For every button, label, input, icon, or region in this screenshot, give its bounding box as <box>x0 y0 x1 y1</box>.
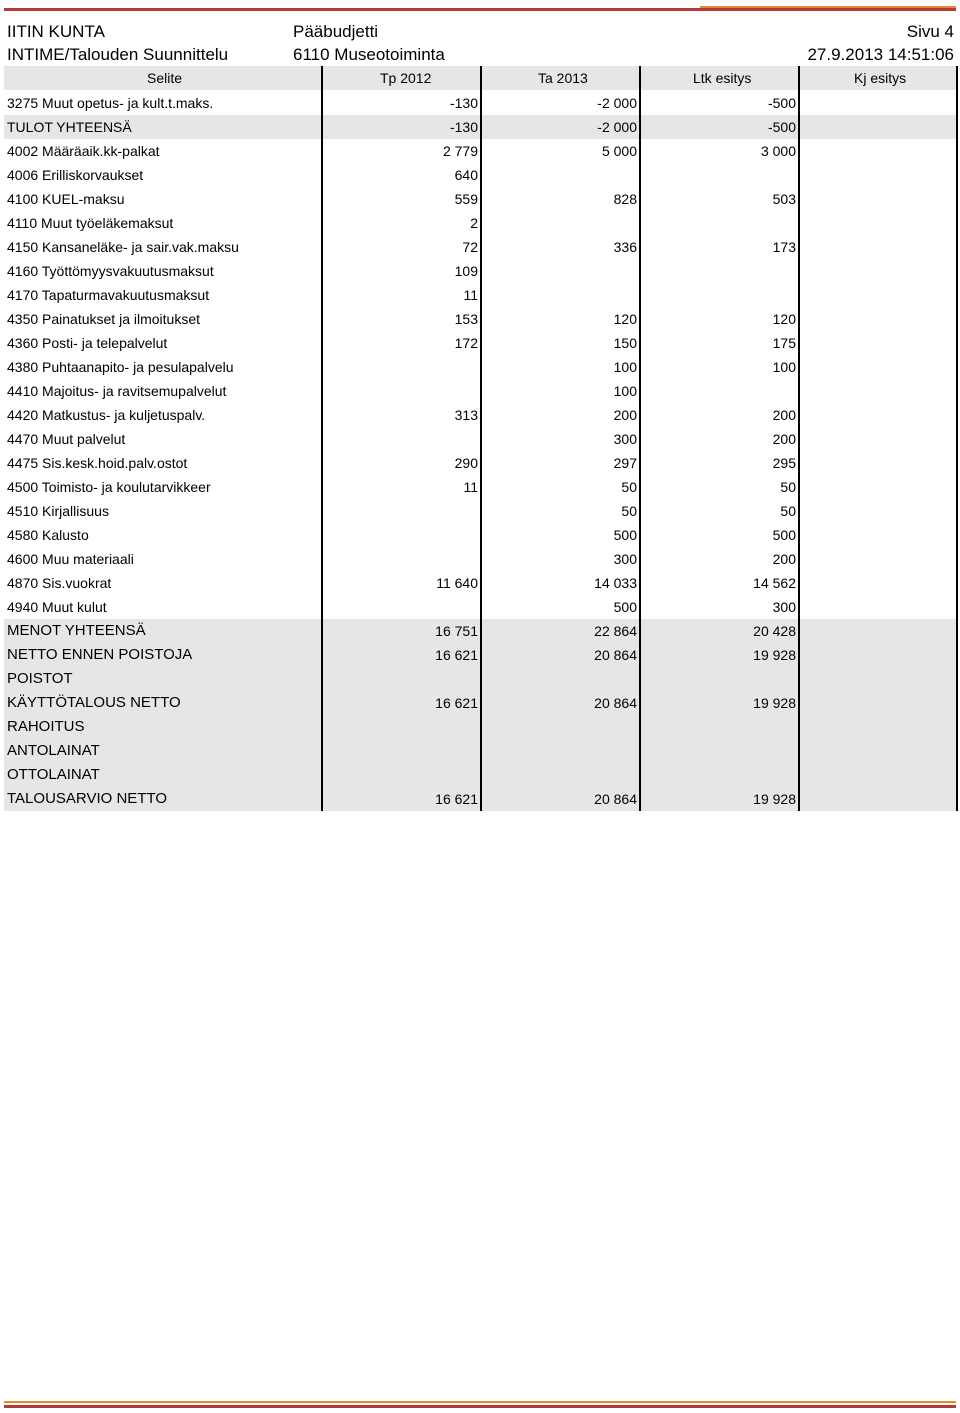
row-label: 4475 Sis.kesk.hoid.palv.ostot <box>7 455 188 471</box>
row-label: 3275 Muut opetus- ja kult.t.maks. <box>7 95 214 111</box>
column-header-tp: Tp 2012 <box>380 70 432 86</box>
ltk-esitys-value: 19 928 <box>753 647 796 663</box>
ltk-esitys-value: 503 <box>772 191 796 207</box>
row-label: POISTOT <box>7 670 73 687</box>
row-label: 4470 Muut palvelut <box>7 431 126 447</box>
row-label: MENOT YHTEENSÄ <box>7 622 146 639</box>
column-divider <box>798 66 800 811</box>
org-name: IITIN KUNTA <box>7 22 105 41</box>
ltk-esitys-value: 200 <box>772 431 796 447</box>
ta-2013-value: 300 <box>613 431 637 447</box>
tp-2012-value: -130 <box>449 95 478 111</box>
tp-2012-value: 16 751 <box>435 623 478 639</box>
ta-2013-value: 20 864 <box>594 695 637 711</box>
unit-name: 6110 Museotoiminta <box>293 45 445 64</box>
ltk-esitys-value: -500 <box>767 95 796 111</box>
tp-2012-value: 16 621 <box>435 647 478 663</box>
bottom-accent-rule <box>4 1401 956 1403</box>
column-header-ta: Ta 2013 <box>538 70 588 86</box>
row-label: 4150 Kansaneläke- ja sair.vak.maksu <box>7 239 239 255</box>
tp-2012-value: 72 <box>462 239 478 255</box>
ta-2013-value: 500 <box>613 527 637 543</box>
row-label: 4170 Tapaturmavakuutusmaksut <box>7 287 210 303</box>
tp-2012-value: 290 <box>454 455 478 471</box>
ltk-esitys-value: 500 <box>772 527 796 543</box>
tp-2012-value: 109 <box>454 263 478 279</box>
row-label: OTTOLAINAT <box>7 766 100 783</box>
row-label: 4580 Kalusto <box>7 527 89 543</box>
tp-2012-value: 559 <box>454 191 478 207</box>
top-rule <box>4 8 956 11</box>
ta-2013-value: 22 864 <box>594 623 637 639</box>
ta-2013-value: 20 864 <box>594 791 637 807</box>
tp-2012-value: 313 <box>454 407 478 423</box>
tp-2012-value: 172 <box>454 335 478 351</box>
column-header-selite: Selite <box>147 70 183 86</box>
bottom-rule <box>4 1405 956 1408</box>
report-title: Pääbudjetti <box>293 22 379 41</box>
ta-2013-value: 336 <box>613 239 637 255</box>
ta-2013-value: 300 <box>613 551 637 567</box>
ta-2013-value: 150 <box>613 335 637 351</box>
ta-2013-value: 500 <box>613 599 637 615</box>
row-label: 4160 Työttömyysvakuutusmaksut <box>7 263 214 279</box>
print-datetime: 27.9.2013 14:51:06 <box>807 45 954 64</box>
row-label: 4110 Muut työeläkemaksut <box>7 215 174 231</box>
tp-2012-value: 16 621 <box>435 695 478 711</box>
row-label: 4380 Puhtaanapito- ja pesulapalvelu <box>7 359 234 375</box>
ta-2013-value: 14 033 <box>594 575 637 591</box>
tp-2012-value: 11 640 <box>436 575 478 591</box>
row-label: 4410 Majoitus- ja ravitsemupalvelut <box>7 383 227 399</box>
ltk-esitys-value: 19 928 <box>753 695 796 711</box>
row-label: 4360 Posti- ja telepalvelut <box>7 335 168 351</box>
ta-2013-value: 200 <box>613 407 637 423</box>
tp-2012-value: 2 <box>470 215 478 231</box>
row-label: 4100 KUEL-maksu <box>7 191 125 207</box>
row-label: NETTO ENNEN POISTOJA <box>7 646 193 663</box>
tp-2012-value: 16 621 <box>435 791 478 807</box>
row-label: 4002 Määräaik.kk-palkat <box>7 143 160 159</box>
ta-2013-value: 100 <box>613 383 637 399</box>
row-label: 4350 Painatukset ja ilmoitukset <box>7 311 200 327</box>
ta-2013-value: 120 <box>613 311 637 327</box>
ltk-esitys-value: 120 <box>772 311 796 327</box>
ta-2013-value: 100 <box>613 359 637 375</box>
ltk-esitys-value: 295 <box>772 455 796 471</box>
row-label: TALOUSARVIO NETTO <box>7 790 168 807</box>
ta-2013-value: 20 864 <box>594 647 637 663</box>
ta-2013-value: 50 <box>621 503 637 519</box>
column-divider <box>639 66 641 811</box>
ltk-esitys-value: 3 000 <box>760 143 796 159</box>
ta-2013-value: 5 000 <box>601 143 637 159</box>
column-header-kj: Kj esitys <box>854 70 907 86</box>
ta-2013-value: 50 <box>621 479 637 495</box>
tp-2012-value: 2 779 <box>442 143 478 159</box>
ltk-esitys-value: 200 <box>772 407 796 423</box>
ltk-esitys-value: 50 <box>780 503 796 519</box>
ta-2013-value: -2 000 <box>597 95 637 111</box>
ltk-esitys-value: 20 428 <box>753 623 796 639</box>
column-divider <box>480 66 482 811</box>
row-label: 4940 Muut kulut <box>7 599 107 615</box>
ltk-esitys-value: 50 <box>780 479 796 495</box>
row-label: 4870 Sis.vuokrat <box>7 575 112 591</box>
row-label: 4420 Matkustus- ja kuljetuspalv. <box>7 407 206 423</box>
ltk-esitys-value: -500 <box>767 119 796 135</box>
row-label: ANTOLAINAT <box>7 742 100 759</box>
ltk-esitys-value: 175 <box>772 335 796 351</box>
tp-2012-value: -130 <box>449 119 478 135</box>
row-label: RAHOITUS <box>7 718 85 735</box>
ta-2013-value: 828 <box>613 191 637 207</box>
ltk-esitys-value: 14 562 <box>753 575 796 591</box>
row-label: 4510 Kirjallisuus <box>7 503 109 519</box>
column-divider <box>321 66 323 811</box>
ltk-esitys-value: 200 <box>772 551 796 567</box>
column-header-ltk: Ltk esitys <box>693 70 752 86</box>
ltk-esitys-value: 100 <box>772 359 796 375</box>
page-number: Sivu 4 <box>906 22 954 41</box>
tp-2012-value: 11 <box>463 479 478 495</box>
department: INTIME/Talouden Suunnittelu <box>7 45 229 64</box>
ltk-esitys-value: 300 <box>772 599 796 615</box>
ta-2013-value: 297 <box>613 455 637 471</box>
row-label: 4500 Toimisto- ja koulutarvikkeer <box>7 479 211 495</box>
ltk-esitys-value: 173 <box>772 239 796 255</box>
row-label: 4600 Muu materiaali <box>7 551 134 567</box>
row-label: TULOT YHTEENSÄ <box>7 119 132 135</box>
column-divider <box>956 66 958 811</box>
ltk-esitys-value: 19 928 <box>753 791 796 807</box>
row-label: KÄYTTÖTALOUS NETTO <box>7 694 181 711</box>
tp-2012-value: 640 <box>454 167 478 183</box>
tp-2012-value: 11 <box>463 287 478 303</box>
ta-2013-value: -2 000 <box>597 119 637 135</box>
tp-2012-value: 153 <box>454 311 478 327</box>
row-label: 4006 Erilliskorvaukset <box>7 167 144 183</box>
